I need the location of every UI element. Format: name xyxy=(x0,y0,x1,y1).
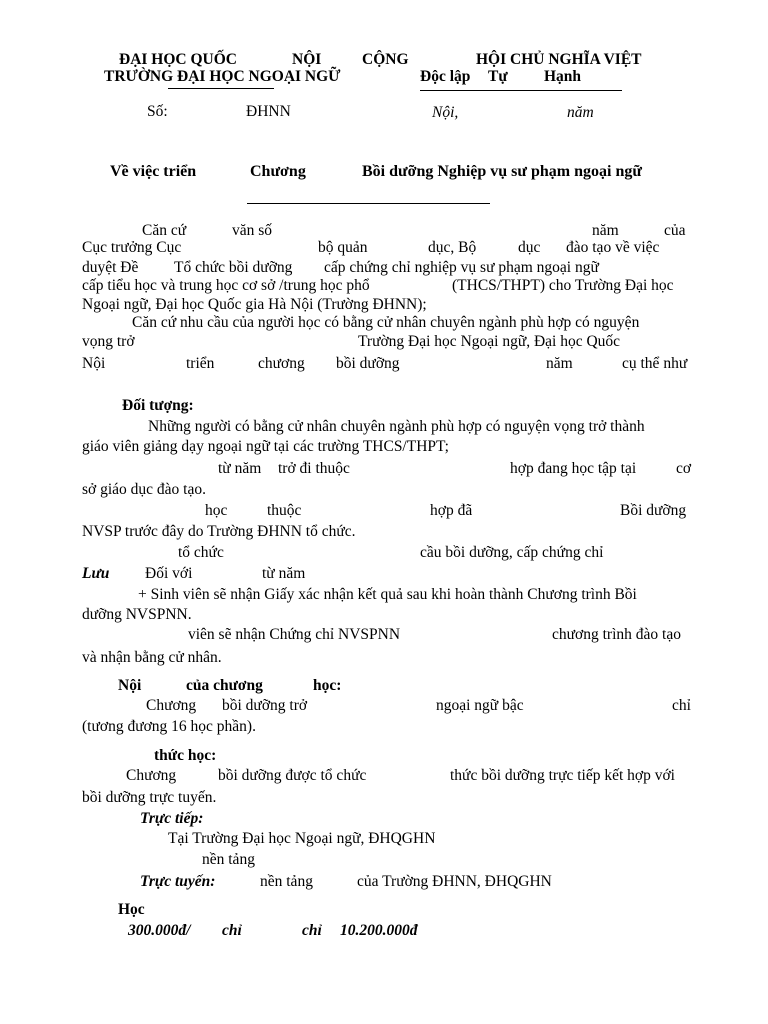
section-text: thức bồi dưỡng trực tiếp kết hợp với xyxy=(450,767,675,784)
intro-text: chương xyxy=(258,355,305,372)
section-text: từ năm xyxy=(218,460,262,477)
document-number-label: Số: xyxy=(147,103,168,120)
intro-text: duyệt Đề xyxy=(82,259,139,276)
motto-independence: Độc lập xyxy=(420,68,471,85)
motto-happiness: Hạnh xyxy=(544,68,582,85)
section-text: cơ xyxy=(676,460,692,477)
document-number-suffix: ĐHNN xyxy=(246,103,291,120)
motto-freedom: Tự xyxy=(488,68,508,85)
intro-text: bộ quản xyxy=(318,239,368,256)
intro-text: văn số xyxy=(232,222,273,239)
intro-text: Trường Đại học Ngoại ngữ, Đại học Quốc xyxy=(358,333,621,350)
subject-title-part1: Về việc triển xyxy=(110,163,197,180)
intro-text: vọng trở xyxy=(82,333,135,350)
national-title-start: CỘNG xyxy=(362,51,409,68)
section-text: bồi dưỡng trực tuyến. xyxy=(82,789,217,806)
intro-text: Căn cứ xyxy=(142,222,187,239)
org-parent-name-end: NỘI xyxy=(292,51,322,68)
section-text: cầu bồi dưỡng, cấp chứng chỉ xyxy=(420,544,604,561)
section-heading-content: học: xyxy=(313,677,342,694)
section-text: từ năm xyxy=(262,565,306,582)
section-text: hợp đã xyxy=(430,502,473,519)
org-school-name: TRƯỜNG ĐẠI HỌC NGOẠI NGỮ xyxy=(104,68,341,85)
subject-title-part2: Chương xyxy=(250,163,306,180)
section-heading-target: Đối tượng: xyxy=(122,397,194,414)
fee-unit: chỉ xyxy=(222,922,242,939)
section-heading-fee: Học xyxy=(118,901,145,918)
section-text: Bồi dưỡng xyxy=(620,502,687,519)
fee-per-credit: 300.000đ/ xyxy=(128,922,191,939)
section-heading-content: Nội xyxy=(118,677,142,694)
section-text: tổ chức xyxy=(178,544,224,561)
section-text: dưỡng NVSPNN. xyxy=(82,606,192,623)
section-text: bồi dưỡng được tổ chức xyxy=(218,767,367,784)
place-date-year: năm xyxy=(567,104,594,121)
section-text: sở giáo dục đào tạo. xyxy=(82,481,206,498)
section-text: chỉ xyxy=(672,697,691,714)
place-date-place: Nội, xyxy=(432,104,459,121)
online-label: Trực tuyến: xyxy=(140,873,216,890)
section-text: chương trình đào tạo xyxy=(552,626,681,643)
section-text: bồi dưỡng trở xyxy=(222,697,308,714)
section-text: Những người có bằng cử nhân chuyên ngành phù hợp có nguyện vọng trở thành xyxy=(148,418,645,435)
section-text: ngoại ngữ bậc xyxy=(436,697,524,714)
intro-text: cấp tiểu học và trung học cơ sở /trung học phổ xyxy=(82,277,370,294)
section-text: trở đi thuộc xyxy=(278,460,350,477)
left-header-underline xyxy=(168,88,274,89)
section-text: Tại Trường Đại học Ngoại ngữ, ĐHQGHN xyxy=(168,830,436,847)
intro-text: năm xyxy=(546,355,573,372)
intro-text: triển xyxy=(186,355,215,372)
intro-text: Ngoại ngữ, Đại học Quốc gia Hà Nội (Trường ĐHNN); xyxy=(82,296,427,313)
intro-text: của xyxy=(664,222,686,239)
intro-text: Căn cứ nhu cầu của người học có bằng cử nhân chuyên ngành phù hợp có nguyện xyxy=(132,314,640,331)
fee-unit: chỉ xyxy=(302,922,322,939)
intro-text: năm xyxy=(592,222,619,239)
section-text: Chương xyxy=(146,697,197,714)
intro-text: Tổ chức bồi dưỡng xyxy=(174,259,293,276)
direct-label: Trực tiếp: xyxy=(140,810,204,827)
fee-total: 10.200.000đ xyxy=(340,922,418,939)
intro-text: đào tạo về việc xyxy=(566,239,660,256)
section-text: hợp đang học tập tại xyxy=(510,460,637,477)
section-heading-content: của chương xyxy=(186,677,263,694)
section-text: thuộc xyxy=(267,502,302,519)
section-text: viên sẽ nhận Chứng chỉ NVSPNN xyxy=(188,626,401,643)
org-parent-name: ĐẠI HỌC QUỐC xyxy=(119,51,237,68)
section-text: (tương đương 16 học phần). xyxy=(82,718,256,735)
section-text: giáo viên giảng dạy ngoại ngữ tại các trường THCS/THPT; xyxy=(82,438,449,455)
intro-text: dục xyxy=(518,239,541,256)
intro-text: Cục trưởng Cục xyxy=(82,239,182,256)
section-text: Chương xyxy=(126,767,177,784)
section-text: học xyxy=(205,502,228,519)
section-text: nền tảng xyxy=(260,873,313,890)
section-text: + Sinh viên sẽ nhận Giấy xác nhận kết quả sau khi hoàn thành Chương trình Bồi xyxy=(138,586,637,603)
subject-title-part3: Bồi dưỡng Nghiệp vụ sư phạm ngoại ngữ xyxy=(362,163,642,180)
intro-text: (THCS/THPT) cho Trường Đại học xyxy=(452,277,674,294)
intro-text: cấp chứng chỉ nghiệp vụ sư phạm ngoại ngữ xyxy=(324,259,599,276)
section-heading-method: thức học: xyxy=(154,747,217,764)
intro-text: bồi dưỡng xyxy=(336,355,400,372)
section-text: Đối với xyxy=(145,565,193,582)
section-text: NVSP trước đây do Trường ĐHNN tổ chức. xyxy=(82,523,356,540)
national-title-end: HỘI CHỦ NGHĨA VIỆT xyxy=(476,51,642,68)
note-label: Lưu xyxy=(82,565,110,582)
intro-text: Nội xyxy=(82,355,106,372)
intro-text: cụ thể như xyxy=(622,355,688,372)
section-text: của Trường ĐHNN, ĐHQGHN xyxy=(357,873,552,890)
right-header-underline xyxy=(420,90,622,91)
section-text: và nhận bằng cử nhân. xyxy=(82,649,222,666)
section-text: nền tảng xyxy=(202,851,255,868)
title-underline xyxy=(247,203,490,204)
intro-text: dục, Bộ xyxy=(428,239,477,256)
